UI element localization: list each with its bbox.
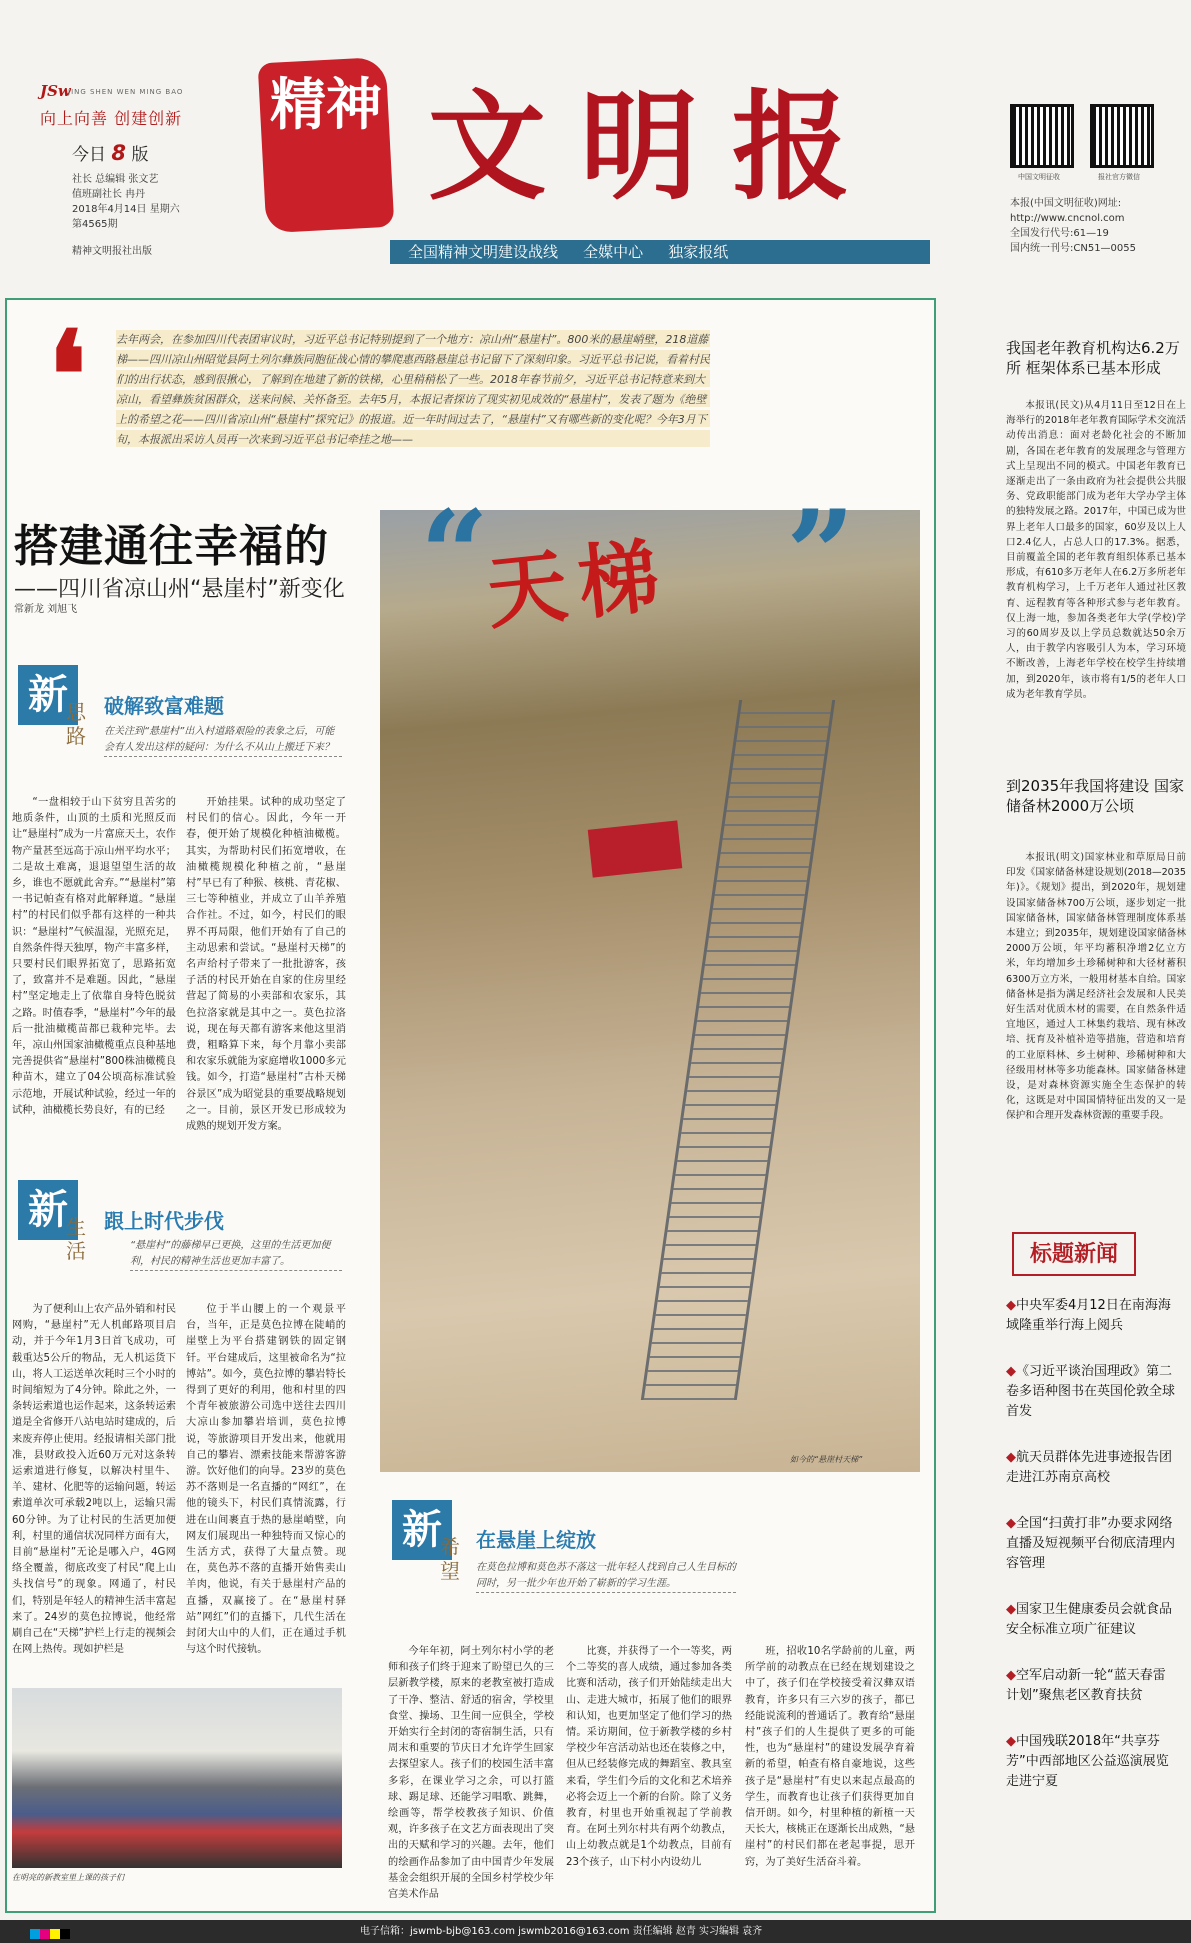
bullet-icon: ◆: [1006, 1602, 1016, 1617]
qr-code-icon: [1090, 104, 1154, 168]
news-list-item[interactable]: ◆空军启动新一轮“蓝天春雷计划”聚焦老区教育扶贫: [1006, 1668, 1166, 1703]
channel-link[interactable]: 全媒中心: [583, 243, 644, 261]
headline-highlight: 天梯: [482, 527, 676, 641]
bullet-icon: ◆: [1006, 1364, 1016, 1379]
section-title: 跟上时代步伐: [104, 1209, 224, 1233]
body-column: “一盘相较于山下贫穷且苦劣的地质条件，山顶的土质和光照反而让“悬崖村”成为一片富庶天土，农作物产量甚至远高于凉山州平均水平；二是故土难离，退退望望生活的故乡，谁也不愿就此舍弃。”“悬崖村”第一书记帕查有格对此解释道。“悬崖村”的村民们似乎都有这样的一种共识：“悬崖村”气候温湿，光照充足，自然条件得天独厚，物产丰富多样，只要村民们眼界拓宽了，思路拓宽了，致富并不是难题。因此，“悬崖村”坚定地走上了依靠自身特色脱贫之路。时值春季，“悬崖村”今年的最后一批油橄榄苗都已栽种完毕。去年，凉山州国家油橄榄重点良种基地完善提供省“悬崖村”800株油橄榄良种苗木，建立了04公顷高标准试验示范地，开展试种试验，经过一年的试种，油橄榄长势良好，有的已经: [12, 797, 176, 1116]
bullet-icon: ◆: [1006, 1298, 1016, 1313]
logo-pinyin: JING SHEN WEN MING BAO: [68, 88, 184, 96]
section-intro: 在关注到“悬崖村”出入村道路艰险的表象之后，可能会有人发出这样的疑问：为什么不从山上搬迁下来？: [104, 724, 342, 757]
section-icon: 新: [18, 665, 78, 725]
footer-text: 电子信箱：jswmb-bjb@163.com jswmb2016@163.com 责任编辑 赵青 实习编辑 袁齐: [360, 1926, 763, 1937]
news-body: 本报讯(民文)从4月11日至12日在上海举行的2018年老年教育国际学术交流活动传出消息：面对老龄化社会的不断加剧，各国在老年教育的发展理念与管理方式上呈现出不同的模式。中国老年教育已逐渐走出了一条由政府为社会提供公共服务、党政职能部门成为老年大学办学主体的独特发展之路。2017年，中国已成为世界上老年人口最多的国家，60岁及以上人口2.4亿人，占总人口的17.3%。据悉，目前覆盖全国的老年教育组织体系已基本形成，有610多万老年人在6.2万多所老年教育机构学习，上千万老年人通过社区教育、远程教育等各种形式参与老年教育。仅上海一地，参加各类老年大学(学校)学习的60周岁及以上学员总数就达50余万人，由于教学内容吸引人为本，学习环境不断改善，上海老年学校在校学生持续增加，到2020年，该市将有1/5的老年人口成为老年教育学员。: [1006, 400, 1186, 700]
sign-board: [588, 820, 683, 877]
article-subhead: ——四川省凉山州“悬崖村”新变化: [14, 577, 345, 602]
headline-quote-open: “: [420, 484, 490, 625]
section-sub: 生活: [66, 1215, 86, 1263]
article-lead: 去年两会，在参加四川代表团审议时，习近平总书记特别提到了一个地方：凉山州“悬崖村”。800米的悬崖峭壁，218道藤梯——四川凉山州昭觉县阿土列尔彝族同胞征战心情的攀爬惠西路悬崖总书记留下了深刻印象。习近平总书记说，看着村民们的出行状态，感到很揪心，了解到在地建了新的铁梯，心里稍稍松了一些。2018年春节前夕，习近平总书记特意来到大凉山，看望彝族贫困群众，送来问候、关怀备至。去年5月，本报记者探访了现实初见成效的“悬崖村”，发表了题为《绝壁上的希望之花——四川省凉山州“悬崖村”探究记》的报道。近一年时间过去了，“悬崖村”又有哪些新的变化呢？今年3月下旬，本报派出采访人员再一次来到习近平总书记牵挂之地——: [116, 330, 710, 450]
section-sub: 思路: [66, 700, 86, 748]
qr-label: 中国文明征收: [1018, 173, 1060, 181]
news-list-item[interactable]: ◆国家卫生健康委员会就食品安全标准立项广征建议: [1006, 1602, 1173, 1637]
body-column: 位于半山腰上的一个观景平台，当年，正是莫色拉博在陡峭的崖壁上为平台搭建钢铁的固定钢钎。平台建成后，这里被命名为“拉博站”。如今，莫色拉博的攀岩特长得到了更好的利用，他和村里的四个青年被旅游公司选中送往去四川大凉山参加攀岩培训，莫色拉博说，等旅游项目开发出来，他就用自己的攀岩、漂索技能来帮游客游游。饮好他们的向导。23岁的莫色苏不落则是一名直播的“网红”，在他的镜头下，村民们真情流露，行进在山间裹直于热的悬崖峭壁，向网友们展现出一种独特而又惊心的生活方式，获得了大量点赞。现在，莫色苏不落的直播开始售卖山羊肉，他说，有关于悬崖村产品的直播，双赢接了。在“悬崖村驿站”网红”们的直播下，几代生活在封闭大山中的人们，正在通过手机与这个时代接轨。: [186, 1304, 346, 1656]
body-column: 为了便利山上农产品外销和村民网购，“悬崖村”无人机邮路项目启动，并于今年1月3日首飞成功，可载重达5公斤的物品，无人机运货下山，将人工运送单次耗时三个小时的时间缩短为了4分钟。除此之外，一条转运索道也运作起来，这条转运索道是全省修开八站电站时建成的，后来废弃停止使用。经报请相关部门批准，县财政投入近60万元对这条转运索道进行修复，以解决村里牛、羊、建材、化肥等的运输问题，转运索道单次可承载2吨以上，运输只需60分钟。为了让村民的生活更加便利，村里的通信状况同样方面有大，目前“悬崖村”无论是哪入户，4G网络全覆盖，彻底改变了村民“爬上山头找信号”的现象。网通了，村民们，特别是年轻人的精神生活丰富起来了。24岁的莫色拉博说，他经常刷自己在“天梯”护栏上行走的视频会在网上热传。现如护栏是: [12, 1304, 176, 1656]
bullet-icon: ◆: [1006, 1516, 1016, 1531]
news-list-item[interactable]: ◆中央军委4月12日在南海海域隆重举行海上阅兵: [1006, 1298, 1171, 1333]
channel-bar: [390, 240, 930, 264]
section-intro: 在莫色拉博和莫色苏不落这一批年轻人找到自己人生目标的同时，另一批少年也开始了崭新的学习生涯。: [476, 1560, 736, 1593]
seal-text: 精神: [270, 72, 382, 138]
bullet-icon: ◆: [1006, 1668, 1016, 1683]
color-bar: [30, 1924, 70, 1943]
section-intro: “悬崖村”的藤梯早已更换，这里的生活更加便利，村民的精神生活也更加丰富了。: [130, 1238, 342, 1271]
news-headline[interactable]: 到2035年我国将建设 国家储备林2000万公顷: [1006, 777, 1184, 815]
section-icon: 新: [18, 1180, 78, 1240]
qr-code-icon: [1010, 104, 1074, 168]
bullet-icon: ◆: [1006, 1450, 1016, 1465]
body-column: 比赛，并获得了一个一等奖，两个二等奖的喜人成绩，通过参加各类比赛和活动，孩子们开始陆续走出大山、走进大城市，拓展了他们的眼界和认知，也更加坚定了他们学习的热情。采访期间，位于新教学楼的乡村学校少年宫活动站也还在装修之中，但从已经装修完成的舞蹈室、教具室来看，学生们今后的文化和艺术培养必将会迈上一个新的台阶。除了义务教育，村里也开始重视起了学前教育。在阿土列尔村共有两个幼教点，山上幼教点就是1个幼教点，目前有23个孩子，山下村小内设幼儿: [566, 1646, 732, 1868]
slogan: 向上向善 创建创新: [40, 109, 183, 128]
qr-label: 报社官方微信: [1098, 173, 1140, 181]
article-author: 常新龙 刘旭飞: [14, 604, 78, 615]
news-list-item[interactable]: ◆航天员群体先进事迹报告团走进江苏南京高校: [1006, 1450, 1173, 1485]
logo-mark: JSw: [40, 82, 71, 100]
classroom-photo: [12, 1688, 342, 1868]
newspaper-title: 文明报: [428, 77, 885, 216]
body-column: 今年年初，阿土列尔村小学的老师和孩子们终于迎来了盼望已久的三层新教学楼，原来的老教室被打造成了干净、整洁、舒适的宿舍，学校里食堂、操场、卫生间一应俱全，学校开始实行全封闭的寄宿制生活，只有周末和重要的节庆日才允许学生回家去探望家人。孩子们的校园生活丰富多彩，在课业学习之余，可以打篮球、踢足球、还能学习唱歌、跳舞，绘画等，帮学校教孩子知识、价值观，许多孩子在文艺方面表现出了突出的天赋和学习的兴趣。去年，他们的绘画作品参加了由中国青少年发展基金会组织开展的全国乡村学校少年宫美术作品: [388, 1646, 554, 1901]
headline-news-title: 标题新闻: [1012, 1232, 1136, 1276]
news-list-item[interactable]: ◆《习近平谈治国理政》第二卷多语种图书在英国伦敦全球首发: [1006, 1364, 1176, 1419]
news-list-item[interactable]: ◆全国“扫黄打非”办要求网络直播及短视频平台彻底清理内容管理: [1006, 1516, 1176, 1571]
body-column: 开始挂果。试种的成功坚定了村民们的信心。因此，今年一开春，便开始了规模化种植油橄榄。其实，为帮助村民们拓宽增收，在油橄榄规模化种植之前，“悬崖村”早已有了种猴、核桃、青花椒、三七等种植业，并成立了山羊养殖合作社。不过，如今，村民们的眼界不再局限，他们开始有了自己的主动思索和尝试。“悬崖村天梯”的名声给村子带来了一批批游客，孩子活的村民开始在自家的住房里经营起了简易的小卖部和农家乐，其色拉洛家就是其中之一。莫色拉洛说，现在每天都有游客来他这里消费，粗略算下来，每个月靠小卖部和农家乐就能为家庭增收1000多元钱。如今，打造“悬崖村”古朴天梯谷景区”成为昭觉县的重要战略规划之一。目前，景区开发已形成较为成熟的规划开发方案。: [186, 797, 346, 1133]
footer: [0, 1920, 1191, 1943]
news-headline[interactable]: 我国老年教育机构达6.2万所 框架体系已基本形成: [1006, 339, 1180, 377]
quote-mark-icon: ❛: [48, 305, 87, 446]
section-title: 破解致富难题: [104, 694, 224, 718]
publisher: 精神文明报社出版: [72, 246, 152, 257]
news-body: 本报讯(明文)国家林业和草原局日前印发《国家储备林建设规划(2018—2035年)》。《规划》提出，到2020年，规划建设国家储备林700万公顷，逐步划定一批国家储备林，国家储备林管理制度体系基本建立；到2035年，规划建设国家储备林2000万公顷，年平均蓄积净增2亿立方米，年均增加乡土珍稀树种和大径材蓄积6300万立方米，一般用材基本自给。国家储备林是指为满足经济社会发展和人民美好生活对优质木材的需要，在自然条件适宜地区，通过人工林集约栽培、现有林改培、抚育及补植补造等措施，营造和培育的工业原料林、乡土树种、珍稀树种和大径级用材林等多功能森林。国家储备林建设，是对森林资源实施全生态保护的转化，这既是对中国国情特征出发的又一是保护和合理开发森林资源的重要手段。: [1006, 852, 1186, 1122]
photo-caption: 在明亮的新教室里上课的孩子们: [12, 1873, 124, 1882]
headline-quote-close: ”: [786, 484, 856, 625]
body-column: 班，招收10名学龄前的儿童，两所学前的动教点在已经在规划建设之中了，孩子们在学校接受着汉彝双语教育，许多只有三六岁的孩子，都已经能说流利的普通话了。教育给“悬崖村”孩子们的人生提供了更多的可能性，也为“悬崖村”的建设发展孕育着新的希望，帕查有格自豪地说，这些孩子是“悬崖村”有史以来起点最高的学生，而教育也让孩子们获得更加自信开朗。如今，村里种植的新植一天天长大，核桃正在逐渐长出成熟，“悬崖村”的村民们都在老起事提，思开窍，为了美好生活奋斗着。: [745, 1646, 915, 1868]
channel-link[interactable]: 独家报纸: [668, 243, 729, 261]
editor-info: 社长 总编辑 张文艺 值班副社长 冉丹 2018年4月14日 星期六 第4565期: [72, 174, 180, 230]
site-info: 本报(中国文明征收)网址: http://www.cncnol.com 全国发行代号:61—19 国内统一刊号:CN51—0055: [1010, 198, 1137, 254]
photo-caption: 如今的“悬崖村天梯”: [790, 1455, 863, 1464]
section-sub: 希望: [440, 1535, 460, 1583]
channel-link[interactable]: 全国精神文明建设战线: [408, 243, 559, 261]
article-headline: 搭建通往幸福的: [14, 521, 329, 572]
news-list-item[interactable]: ◆中国残联2018年“共享芬芳”中西部地区公益巡演展览走进宁夏: [1006, 1734, 1169, 1789]
bullet-icon: ◆: [1006, 1734, 1016, 1749]
section-title: 在悬崖上绽放: [476, 1528, 596, 1552]
headline-news-list: [1006, 1296, 1178, 1792]
today-pages: 今日 8 版: [72, 141, 149, 165]
section-icon: 新: [392, 1500, 452, 1560]
